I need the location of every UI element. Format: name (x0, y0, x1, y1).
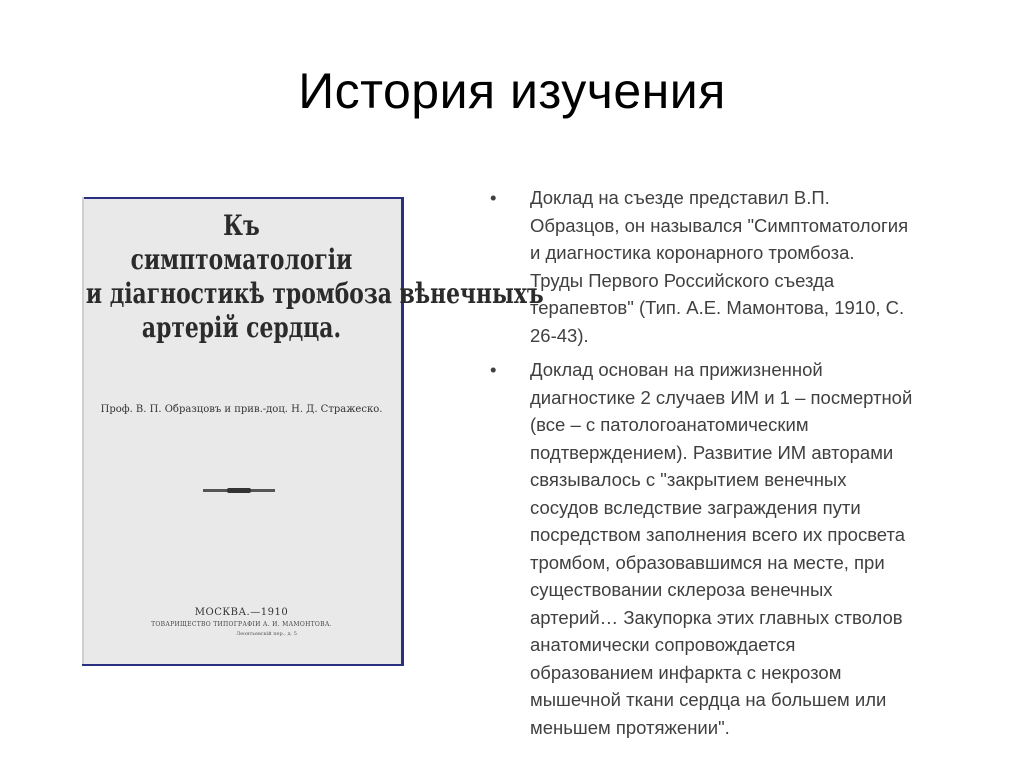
bullet-marker: • (490, 359, 497, 380)
cover-ornament-rule (203, 489, 275, 492)
bullet-2-line-2: диагностике 2 случаев ИМ и 1 – посмертной (530, 386, 913, 408)
bullet-2-line-13: мышечной ткани сердца на большем или (530, 689, 887, 710)
bullet-2-line-5: связывалось с "закрытием венечных (530, 469, 847, 490)
bullet-1-line-1: Доклад на съезде представил В.П. (530, 187, 830, 208)
cover-title-line-3: артерій сердца. (141, 311, 342, 344)
cover-top-edge (82, 197, 401, 199)
bullet-item-1 (490, 184, 970, 349)
cover-title (85, 209, 544, 345)
cover-title-line-1: Къ симптоматологіи (130, 209, 353, 276)
cover-left-edge (82, 197, 84, 664)
bullet-1-line-6: 26-43). (530, 324, 589, 346)
bullet-1-line-4: Труды Первого Российского съезда (530, 269, 835, 291)
cover-city-year: МОСКВА.—1910 (194, 607, 289, 618)
bullet-list (490, 184, 970, 748)
bullet-2-line-4: подтверждением). Развитие ИМ авторами (530, 441, 894, 463)
bullet-2-line-1: Доклад основан на прижизненной (530, 359, 823, 380)
bullet-1-line-3: и диагностика коронарного тромбоза. (530, 242, 855, 263)
bullet-2-line-9: существовании склероза венечных (530, 579, 833, 600)
book-cover-image (82, 197, 544, 666)
bullet-1-line-5: терапевтов" (Тип. А.Е. Мамонтова, 1910, С. (530, 297, 905, 318)
cover-address: Леонтьевскій пер., д. 5 (236, 631, 297, 637)
bullet-marker: • (490, 187, 497, 208)
bullet-item-2 (490, 356, 970, 741)
bullet-2-line-11: анатомически сопровождается (530, 634, 796, 655)
bullet-2-line-7: посредством заполнения всего их просвета (530, 524, 906, 545)
slide-title: История изучения (298, 63, 726, 119)
bullet-2-line-14: меньшем протяжении". (530, 716, 730, 738)
bullet-1-line-2: Образцов, он назывался "Симптоматология (530, 214, 909, 236)
bullet-2-line-10: артерий… Закупорка этих главных стволов (530, 606, 903, 628)
bullet-2-line-3: (все – с патологоанатомическим (530, 414, 809, 435)
bullet-2-line-12: образованием инфаркта с некрозом (530, 661, 842, 683)
cover-title-line-2: и діагностикѣ тромбоза вѣнечныхъ (85, 277, 544, 310)
bullet-2-line-8: тромбом, образовавшимся на месте, при (530, 551, 885, 573)
bullet-2-line-6: сосудов вследствие заграждения пути (530, 496, 861, 518)
cover-printer: ТОВАРИЩЕСТВО ТИПОГРАФІИ А. И. МАМОНТОВА. (151, 621, 332, 628)
cover-authors: Проф. В. П. Образцовъ и прив.-доц. Н. Д. Стражеско. (100, 404, 383, 415)
